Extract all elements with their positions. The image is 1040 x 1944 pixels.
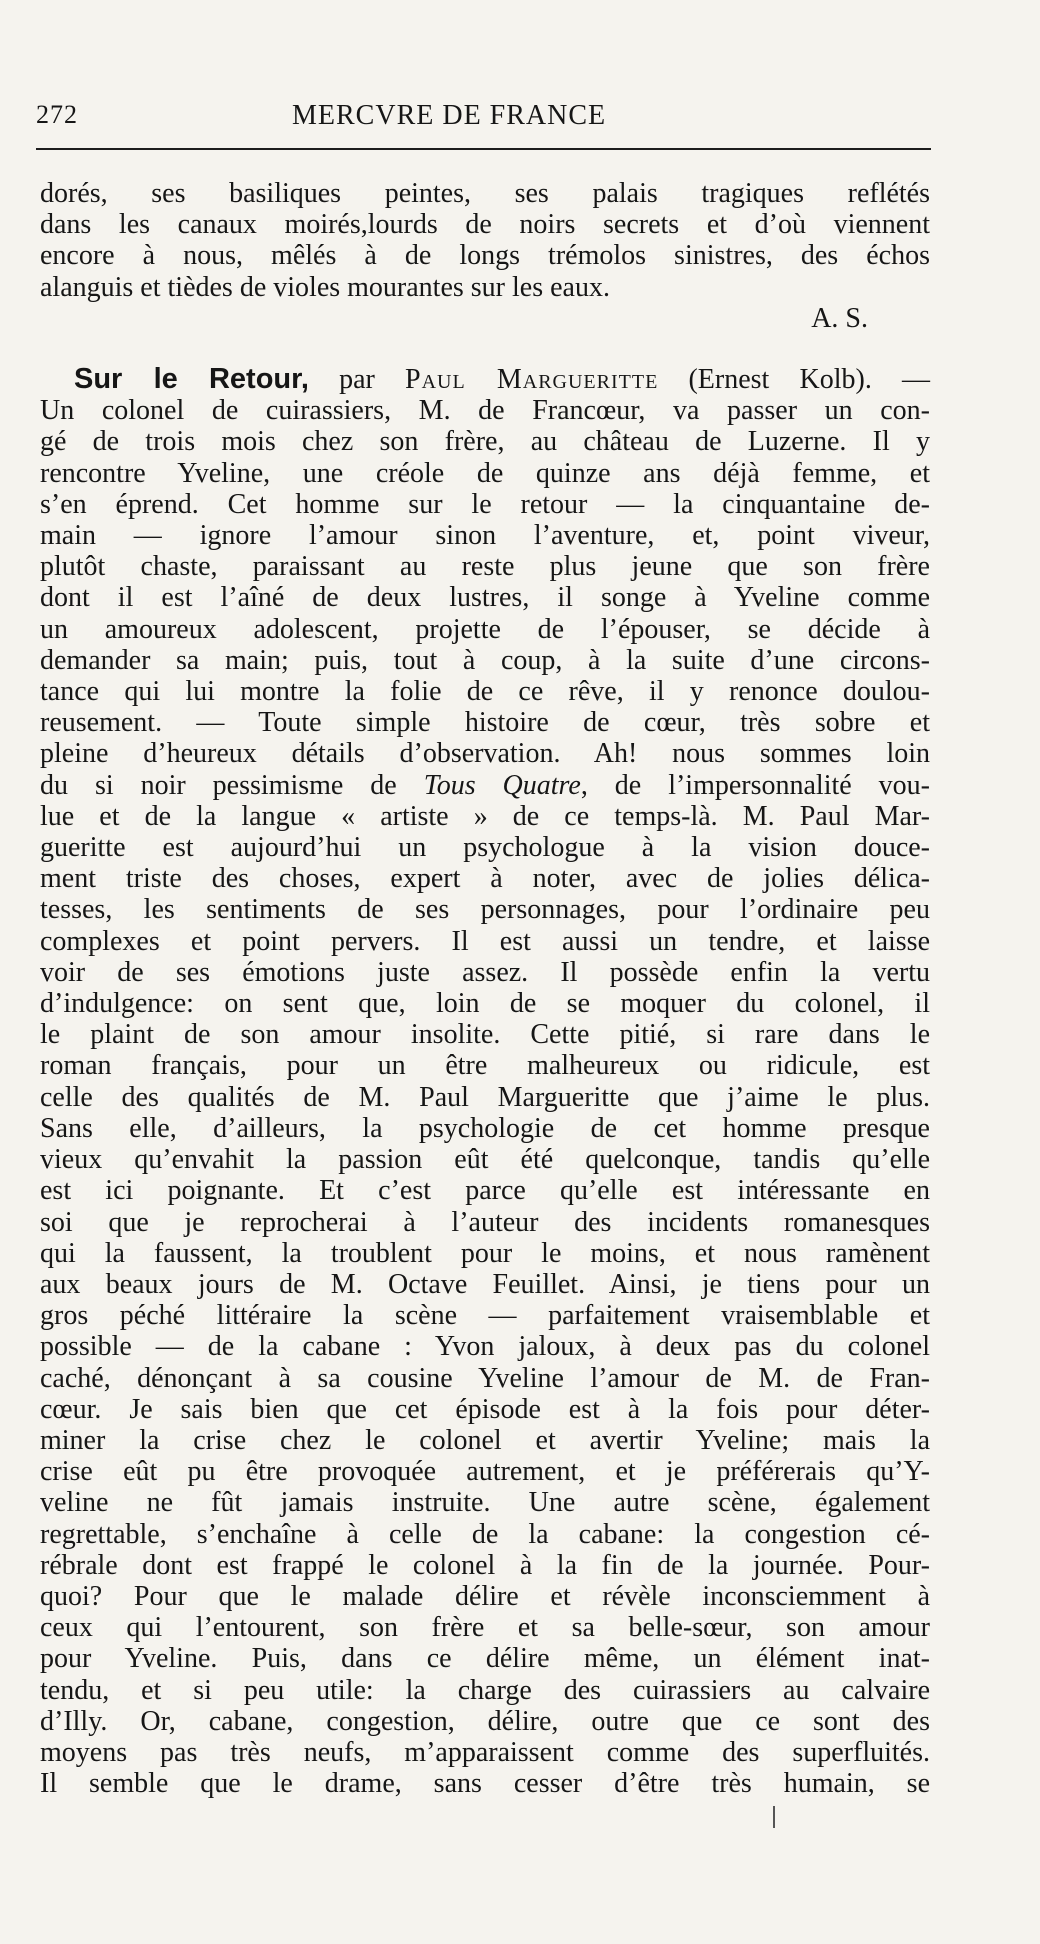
print-mark bbox=[773, 1806, 775, 1828]
review-publisher: (Ernest Kolb). — bbox=[658, 364, 930, 396]
text-line: un amoureux adolescent, projette de l’épouser, se décide à bbox=[40, 613, 930, 645]
text-line: regrettable, s’enchaîne à celle de la cabane: la congestion cé- bbox=[40, 1518, 930, 1550]
text-line: gros péché littéraire la scène — parfaitement vraisemblable et bbox=[40, 1300, 930, 1332]
section-gap bbox=[40, 334, 930, 364]
page-header bbox=[36, 98, 931, 138]
text-line: d’indulgence: on sent que, loin de se moquer du colonel, il bbox=[40, 988, 930, 1020]
text-line: soi que je reprocherai à l’auteur des incidents romanesques bbox=[40, 1206, 930, 1238]
text-line: miner la crise chez le colonel et avertir Yveline; mais la bbox=[40, 1424, 930, 1456]
text-line: s’en éprend. Cet homme sur le retour — la cinquantaine de- bbox=[40, 488, 930, 520]
text-line: moyens pas très neufs, m’apparaissent comme des superfluités. bbox=[40, 1736, 930, 1768]
text-line: plutôt chaste, paraissant au reste plus jeune que son frère bbox=[40, 551, 930, 583]
text-line: Un colonel de cuirassiers, M. de Francœur, va passer un con- bbox=[40, 395, 930, 427]
text-line: gé de trois mois chez son frère, au château de Luzerne. Il y bbox=[40, 426, 930, 458]
cited-title: Tous Quatre bbox=[423, 769, 581, 801]
text-line: complexes et point pervers. Il est aussi un tendre, et laisse bbox=[40, 925, 930, 957]
review-heading-line bbox=[40, 364, 930, 395]
text-line: Sans elle, d’ailleurs, la psychologie de cet homme presque bbox=[40, 1112, 930, 1144]
text-line: lue et de la langue « artiste » de ce temps-là. M. Paul Mar- bbox=[40, 800, 930, 832]
text-line: encore à nous, mêlés à de longs trémolos sinistres, des échos bbox=[40, 240, 930, 272]
text-line: quoi? Pour que le malade délire et révèle inconsciemment à bbox=[40, 1580, 930, 1612]
text-line: d’Illy. Or, cabane, congestion, délire, outre que ce sont des bbox=[40, 1705, 930, 1737]
text-line: dans les canaux moirés,lourds de noirs secrets et d’où viennent bbox=[40, 209, 930, 241]
text-line: caché, dénonçant à sa cousine Yveline l’amour de M. de Fran- bbox=[40, 1362, 930, 1394]
header-rule bbox=[36, 148, 931, 150]
text-line: possible — de la cabane : Yvon jaloux, à deux pas du colonel bbox=[40, 1331, 930, 1363]
text-line: celle des qualités de M. Paul Margueritte que j’aime le plus. bbox=[40, 1081, 930, 1113]
text-line: est ici poignante. Et c’est parce qu’elle est intéressante en bbox=[40, 1175, 930, 1207]
text-line: alanguis et tièdes de violes mourantes sur les eaux. bbox=[40, 271, 610, 303]
text-line: tance qui lui montre la folie de ce rêve, il y renonce doulou- bbox=[40, 676, 930, 708]
text-line: dorés, ses basiliques peintes, ses palais tragiques reflétés bbox=[40, 178, 930, 209]
review-author: Paul Margueritte bbox=[405, 364, 659, 396]
text-segment: du si noir pessimisme de bbox=[40, 769, 424, 801]
text-line: aux beaux jours de M. Octave Feuillet. Ainsi, je tiens pour un bbox=[40, 1268, 930, 1300]
text-line: rébrale dont est frappé le colonel à la fin de la journée. Pour- bbox=[40, 1549, 930, 1581]
text-line: crise eût pu être provoquée autrement, et je préférerais qu’Y- bbox=[40, 1456, 930, 1488]
text-line: tendu, et si peu utile: la charge des cuirassiers au calvaire bbox=[40, 1674, 930, 1706]
text-line: vieux qu’envahit la passion eût été quelconque, tandis qu’elle bbox=[40, 1144, 930, 1176]
text-line: dont il est l’aîné de deux lustres, il songe à Yveline comme bbox=[40, 582, 930, 614]
text-line: Il semble que le drame, sans cesser d’être très humain, se bbox=[40, 1768, 930, 1800]
text-line: qui la faussent, la troublent pour le moins, et nous ramènent bbox=[40, 1237, 930, 1269]
page-number: 272 bbox=[36, 100, 78, 129]
review-title: Sur le Retour, bbox=[74, 363, 309, 396]
text-line: rencontre Yveline, une créole de quinze ans déjà femme, et bbox=[40, 457, 930, 489]
body-text bbox=[40, 178, 930, 1799]
text-line: voir de ses émotions juste assez. Il possède enfin la vertu bbox=[40, 956, 930, 988]
text-line: ment triste des choses, expert à noter, avec de jolies délica- bbox=[40, 863, 930, 895]
text-line: tesses, les sentiments de ses personnages, pour l’ordinaire peu bbox=[40, 894, 930, 926]
text-line: ceux qui l’entourent, son frère et sa belle-sœur, son amour bbox=[40, 1612, 930, 1644]
text-line: main — ignore l’amour sinon l’aventure, et, point viveur, bbox=[40, 520, 930, 552]
text-line: cœur. Je sais bien que cet épisode est à la fois pour déter- bbox=[40, 1393, 930, 1425]
text-segment: , de l’impersonnalité vou- bbox=[580, 769, 930, 801]
review-by: par bbox=[308, 364, 405, 396]
text-line: pour Yveline. Puis, dans ce délire même, un élément inat- bbox=[40, 1643, 930, 1675]
text-line: veline ne fût jamais instruite. Une autre scène, également bbox=[40, 1487, 930, 1519]
text-line: le plaint de son amour insolite. Cette pitié, si rare dans le bbox=[40, 1019, 930, 1051]
running-title: MERCVRE DE FRANCE bbox=[292, 100, 607, 131]
text-line: reusement. — Toute simple histoire de cœur, très sobre et bbox=[40, 707, 930, 739]
text-line: roman français, pour un être malheureux ou ridicule, est bbox=[40, 1050, 930, 1082]
text-line: demander sa main; puis, tout à coup, à la suite d’une circons- bbox=[40, 644, 930, 676]
text-line-with-italic bbox=[40, 770, 930, 801]
reviewer-signature: A. S. bbox=[811, 302, 868, 334]
text-line: pleine d’heureux détails d’observation. Ah! nous sommes loin bbox=[40, 738, 930, 770]
text-line: gueritte est aujourd’hui un psychologue à la vision douce- bbox=[40, 832, 930, 864]
